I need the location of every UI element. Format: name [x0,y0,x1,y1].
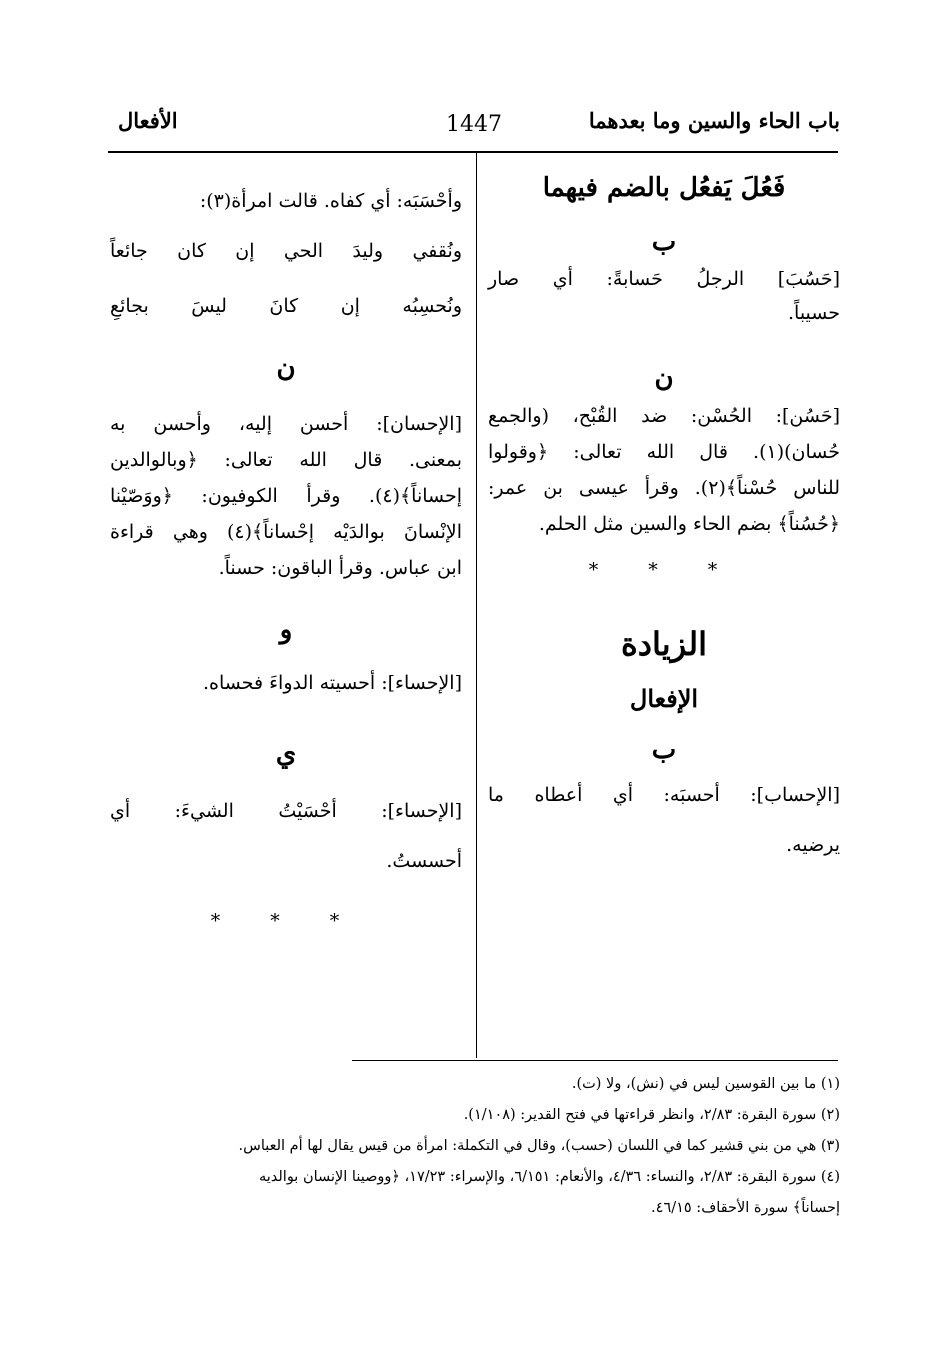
letter-heading-b2: ب [651,735,677,765]
letter-heading-y: ي [275,739,297,769]
footnotes [104,1069,840,1224]
entry-line: [الإحساب]: أحسبَه: أي أعطاه ما [488,784,840,806]
entry-line: حُسان)(١). قال الله تعالى: ﴿وقولوا [488,441,840,463]
entry-line: [الإحساء]: أحسيته الدواءَ فحساه. [202,672,462,694]
running-head-section: الأفعال [118,108,178,133]
entry-line: إحساناً﴾(٤). وقرأ الكوفيون: ﴿ووَصّيْنا [110,485,462,507]
verse-line-2: ونُحسِبُه إن كانَ ليسَ بجائعِ [110,295,462,317]
entry-ihsab [488,770,840,870]
verse [110,286,462,326]
entry-line: يرضيه. [786,834,840,856]
entry-line: للناس حُسْناً﴾(٢). وقرأ عيسى بن عمر: [488,477,840,499]
running-head-chapter: باب الحاء والسين وما بعدهما [588,108,840,133]
footnote-rule [352,1060,838,1061]
letter-heading-b: ب [651,227,677,257]
letter-heading-w: و [279,615,293,645]
page-number: 1447 [446,112,502,137]
section-separator: * * * [588,559,740,581]
subsection-title: الإفعال [629,684,699,713]
header-rule [108,151,838,153]
footnote-1: (١) ما بين القوسين ليس في (نش)، ولا (ت). [571,1076,840,1092]
footnote-3: (٣) هي من بني قشير كما في اللسان (حسب)، وقال في التكملة: امرأة من قيس يقال لها أم العباس. [238,1138,840,1154]
chapter-heading: فَعُلَ يَفعُل بالضم فيهما [542,173,786,203]
entry-ahsabahu [110,176,462,276]
entry-line: ابن عباس. وقرأ الباقون: حسناً. [218,557,462,579]
section-separator: * * * [210,910,362,932]
letter-heading-n: ن [276,353,296,383]
entry-hasuba [488,262,840,330]
letter-heading-n: ن [654,363,674,393]
entry-ihsan [110,406,462,586]
entry-line: وأحْسَبَه: أي كفاه. قالت امرأة(٣): [199,190,462,212]
entry-line: [الإحساء]: أحْسَيْتُ الشيءَ: أي [110,800,462,822]
footnote-4-cont: إحساناً﴾ سورة الأحقاف: ٤٦/١٥. [651,1200,840,1216]
entry-line: [حَسُبَ] الرجلُ حَسابةً: أي صار [488,268,840,290]
footnote-2: (٢) سورة البقرة: ٢/٨٣، وانظر قراءتها في فتح القدير: (١/١٠٨). [463,1107,840,1123]
entry-line: حسيباً. [788,302,840,324]
section-title: الزيادة [621,625,707,663]
entry-hasuna [488,398,840,542]
entry-line: بمعنى. قال الله تعالى: ﴿وبالوالدين [110,449,462,471]
entry-line: ﴿حُسُناً﴾ بضم الحاء والسين مثل الحلم. [538,513,840,535]
right-column [488,158,840,870]
left-column [110,158,462,956]
verse-line-1: ونُقفي وليدَ الحي إن كان جائعاً [110,240,462,262]
entry-line: الإنْسانَ بوالدَيْه إحْساناً﴾(٤) وهي قراءة [110,521,462,543]
entry-line: [الإحسان]: أحسن إليه، وأحسن به [110,413,462,435]
entry-line: [حَسُن]: الحُسْن: ضد القُبْح، (والجمع [488,405,840,427]
entry-ihsa-y [110,786,462,886]
column-divider [476,152,477,1058]
footnote-4: (٤) سورة البقرة: ٢/٨٣، والنساء: ٤/٣٦، والأنعام: ٦/١٥١، والإسراء: ١٧/٢٣، ﴿ووصينا الإنسان بوالديه [258,1169,840,1185]
entry-ihsa-w [110,666,462,700]
entry-line: أحسستُ. [386,850,462,872]
